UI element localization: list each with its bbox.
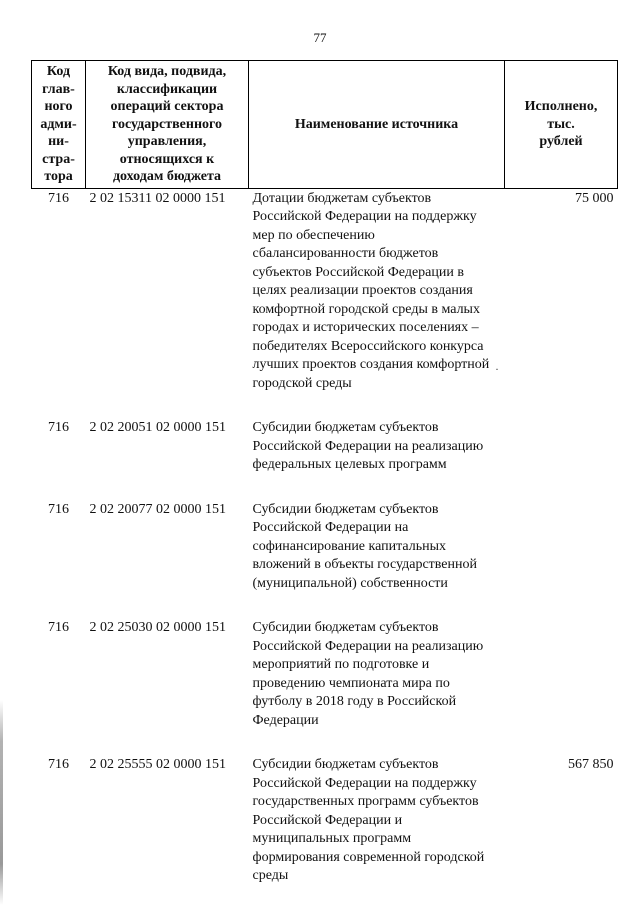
scan-mark: ·: [495, 362, 499, 376]
revenue-code-cell: 2 02 20077 02 0000 151: [89, 501, 226, 517]
admin-code-cell: 716: [48, 757, 69, 772]
amount-cell: [505, 619, 618, 756]
page-number: 77: [313, 30, 327, 45]
source-name-cell: Субсидии бюджетам субъектов Российской Федерации на поддержку государственных программ субъектов Российской Федерации и муниципальных программ формирования современной городской среды: [252, 757, 485, 883]
admin-code-cell: 716: [48, 501, 69, 517]
admin-code-cell: 716: [48, 420, 69, 435]
amount-cell: 567 850: [568, 757, 614, 772]
admin-code-cell: 716: [48, 190, 69, 206]
amount-cell: 75 000: [575, 190, 614, 206]
table-row: [32, 501, 618, 620]
revenue-code-cell: 2 02 15311 02 0000 151: [89, 190, 226, 206]
header-revenue-code: Код вида, подвида, классификации операций сектора государственного управления, относящихся к доходам бюджета: [86, 61, 249, 189]
table-row: [32, 619, 618, 756]
source-name-cell: Дотации бюджетам субъектов Российской Федерации на поддержку мер по обеспечению сбалансированности бюджетов субъектов Российской Федерации в целях реализации проектов создания комфортной городской среды в малых городах и исторических поселениях – победителях Всероссийского конкурса лучших проектов создания комфортной городской среды: [252, 190, 490, 391]
table-row: [32, 419, 618, 501]
source-name-cell: Субсидии бюджетам субъектов Российской Федерации на софинансирование капитальных вложений в объекты государственной (муниципальной) собственности: [252, 501, 477, 591]
header-source-name: Наименование источника: [249, 61, 505, 189]
source-name-cell: Субсидии бюджетам субъектов Российской Федерации на реализацию мероприятий по подготовке и проведению чемпионата мира по футболу в 2018 году в Российской Федерации: [252, 620, 484, 728]
amount-cell: [505, 501, 618, 620]
table-header-row: [32, 61, 618, 189]
table-row: [32, 756, 618, 912]
revenue-code-cell: 2 02 20051 02 0000 151: [89, 420, 226, 435]
header-executed: Исполнено, тыс. рублей: [505, 61, 618, 189]
budget-revenue-table: [31, 60, 618, 912]
admin-code-cell: 716: [48, 620, 69, 635]
amount-cell: [505, 419, 618, 501]
revenue-code-cell: 2 02 25030 02 0000 151: [89, 620, 226, 635]
scan-edge-shadow: [0, 700, 3, 905]
source-name-cell: Субсидии бюджетам субъектов Российской Федерации на реализацию федеральных целевых программ: [252, 420, 484, 472]
table-row: [32, 188, 618, 419]
header-admin-code: Код глав- ного адми- ни- стра- тора: [32, 61, 86, 189]
revenue-code-cell: 2 02 25555 02 0000 151: [89, 757, 226, 772]
